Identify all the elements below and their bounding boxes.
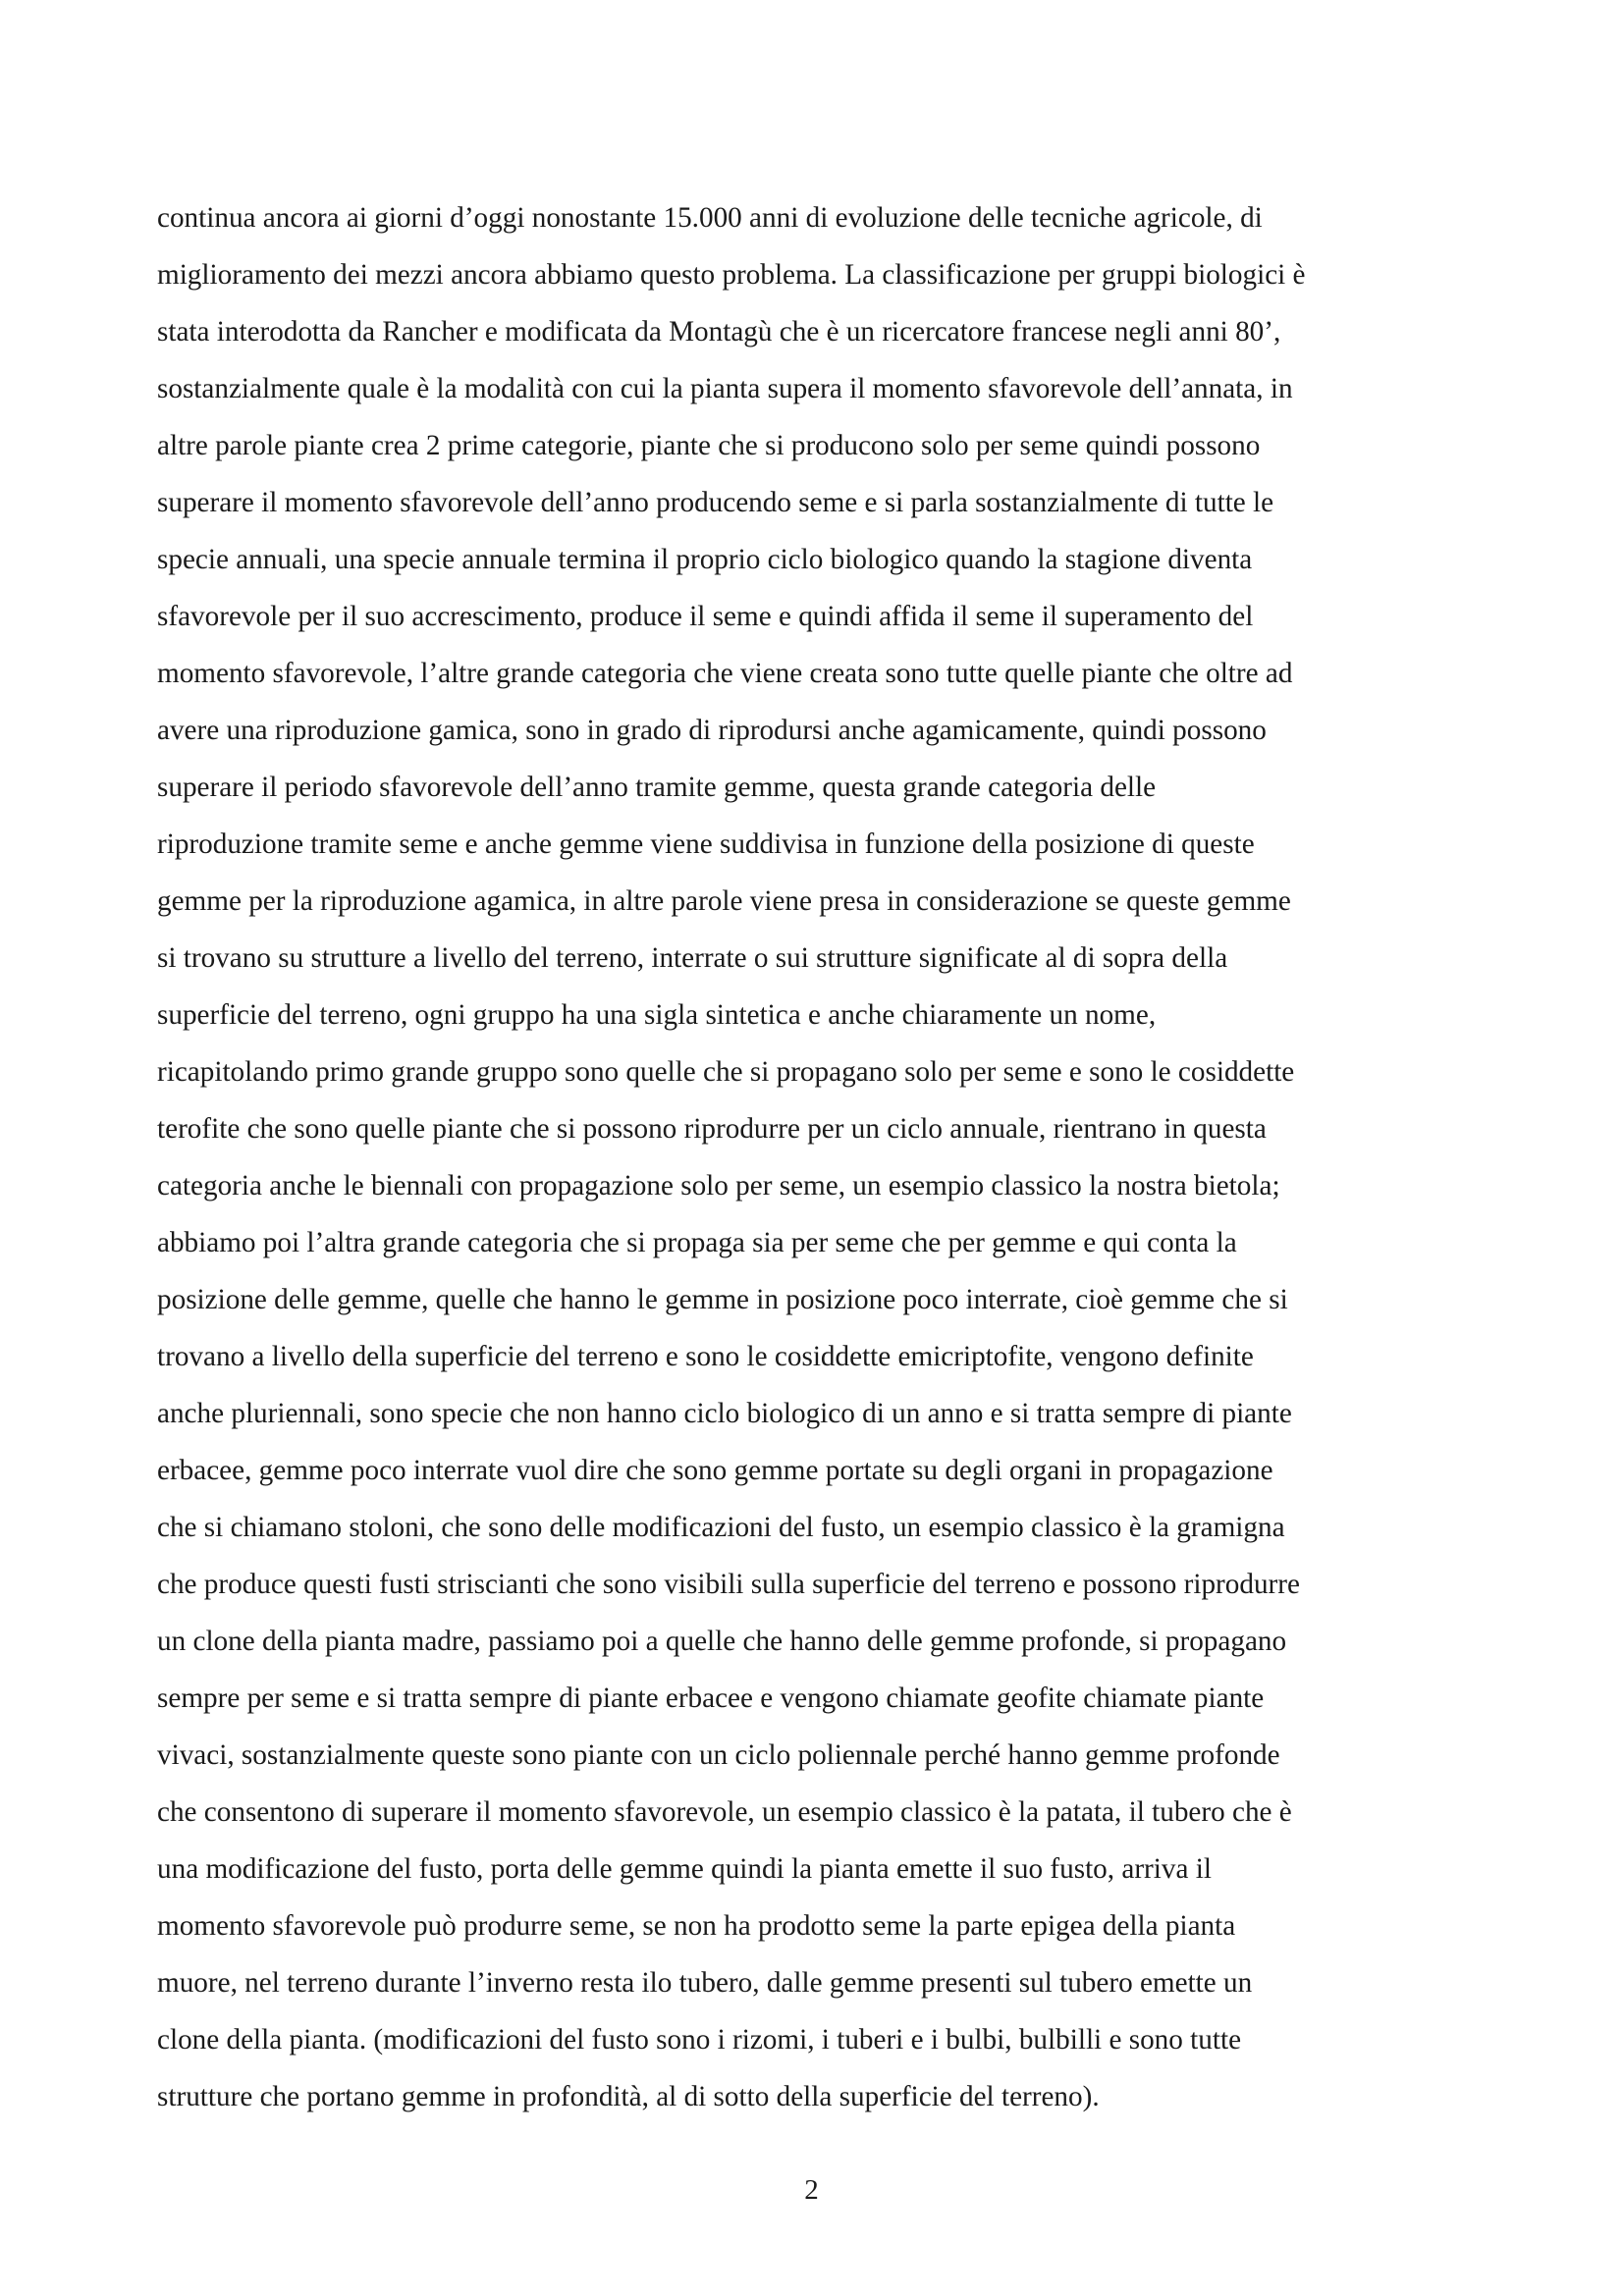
body-paragraph bbox=[157, 189, 1478, 2125]
text-line: gemme per la riproduzione agamica, in altre parole viene presa in considerazione se queste gemme bbox=[157, 885, 1291, 917]
text-line: sfavorevole per il suo accrescimento, produce il seme e quindi affida il seme il superamento del bbox=[157, 601, 1254, 632]
text-line: specie annuali, una specie annuale termina il proprio ciclo biologico quando la stagione diventa bbox=[157, 544, 1253, 575]
text-line: ricapitolando primo grande gruppo sono quelle che si propagano solo per seme e sono le cosiddette bbox=[157, 1056, 1295, 1088]
text-line: abbiamo poi l’altra grande categoria che si propaga sia per seme che per gemme e qui conta la bbox=[157, 1227, 1237, 1258]
text-line: una modificazione del fusto, porta delle gemme quindi la pianta emette il suo fusto, arriva il bbox=[157, 1853, 1212, 1885]
text-line: continua ancora ai giorni d’oggi nonostante 15.000 anni di evoluzione delle tecniche agricole, di bbox=[157, 202, 1263, 234]
text-line: stata interodotta da Rancher e modificata da Montagù che è un ricercatore francese negli anni 80’, bbox=[157, 316, 1281, 347]
text-line: un clone della pianta madre, passiamo poi a quelle che hanno delle gemme profonde, si propagano bbox=[157, 1626, 1287, 1657]
text-line: strutture che portano gemme in profondità, al di sotto della superficie del terreno). bbox=[157, 2081, 1100, 2112]
text-line: vivaci, sostanzialmente queste sono piante con un ciclo poliennale perché hanno gemme profonde bbox=[157, 1739, 1280, 1771]
text-line: momento sfavorevole può produrre seme, se non ha prodotto seme la parte epigea della pianta bbox=[157, 1910, 1236, 1942]
text-line: riproduzione tramite seme e anche gemme viene suddivisa in funzione della posizione di queste bbox=[157, 828, 1255, 860]
text-line: superficie del terreno, ogni gruppo ha una sigla sintetica e anche chiaramente un nome, bbox=[157, 999, 1157, 1031]
text-line: superare il periodo sfavorevole dell’anno tramite gemme, questa grande categoria delle bbox=[157, 772, 1157, 803]
text-line: erbacee, gemme poco interrate vuol dire che sono gemme portate su degli organi in propagazione bbox=[157, 1455, 1273, 1486]
text-line: sempre per seme e si tratta sempre di piante erbacee e vengono chiamate geofite chiamate piante bbox=[157, 1682, 1265, 1714]
text-line: clone della pianta. (modificazioni del fusto sono i rizomi, i tuberi e i bulbi, bulbilli e sono tutte bbox=[157, 2024, 1242, 2056]
text-line: che produce questi fusti striscianti che sono visibili sulla superficie del terreno e possono riprodurre bbox=[157, 1569, 1300, 1600]
text-line: muore, nel terreno durante l’inverno resta ilo tubero, dalle gemme presenti sul tubero emette un bbox=[157, 1967, 1253, 1999]
text-line: categoria anche le biennali con propagazione solo per seme, un esempio classico la nostra bietola; bbox=[157, 1170, 1280, 1201]
text-line: anche pluriennali, sono specie che non hanno ciclo biologico di un anno e si tratta sempre di piante bbox=[157, 1398, 1292, 1429]
page-number: 2 bbox=[804, 2174, 819, 2206]
text-line: si trovano su strutture a livello del terreno, interrate o sui strutture significate al di sopra della bbox=[157, 942, 1228, 974]
text-line: sostanzialmente quale è la modalità con cui la pianta supera il momento sfavorevole dell’annata, in bbox=[157, 373, 1293, 404]
text-line: altre parole piante crea 2 prime categorie, piante che si producono solo per seme quindi possono bbox=[157, 430, 1261, 461]
text-line: superare il momento sfavorevole dell’anno producendo seme e si parla sostanzialmente di tutte le bbox=[157, 487, 1274, 518]
text-line: momento sfavorevole, l’altre grande categoria che viene creata sono tutte quelle piante che oltre ad bbox=[157, 658, 1293, 689]
text-line: posizione delle gemme, quelle che hanno le gemme in posizione poco interrate, cioè gemme che si bbox=[157, 1284, 1288, 1315]
text-line: miglioramento dei mezzi ancora abbiamo questo problema. La classificazione per gruppi biologici è bbox=[157, 259, 1306, 291]
text-line: che consentono di superare il momento sfavorevole, un esempio classico è la patata, il tubero che è bbox=[157, 1796, 1292, 1828]
text-line: terofite che sono quelle piante che si possono riprodurre per un ciclo annuale, rientrano in questa bbox=[157, 1113, 1267, 1145]
text-line: trovano a livello della superficie del terreno e sono le cosiddette emicriptofite, vengono definite bbox=[157, 1341, 1254, 1372]
text-line: avere una riproduzione gamica, sono in grado di riprodursi anche agamicamente, quindi possono bbox=[157, 715, 1267, 746]
text-line: che si chiamano stoloni, che sono delle modificazioni del fusto, un esempio classico è la gramigna bbox=[157, 1512, 1285, 1543]
